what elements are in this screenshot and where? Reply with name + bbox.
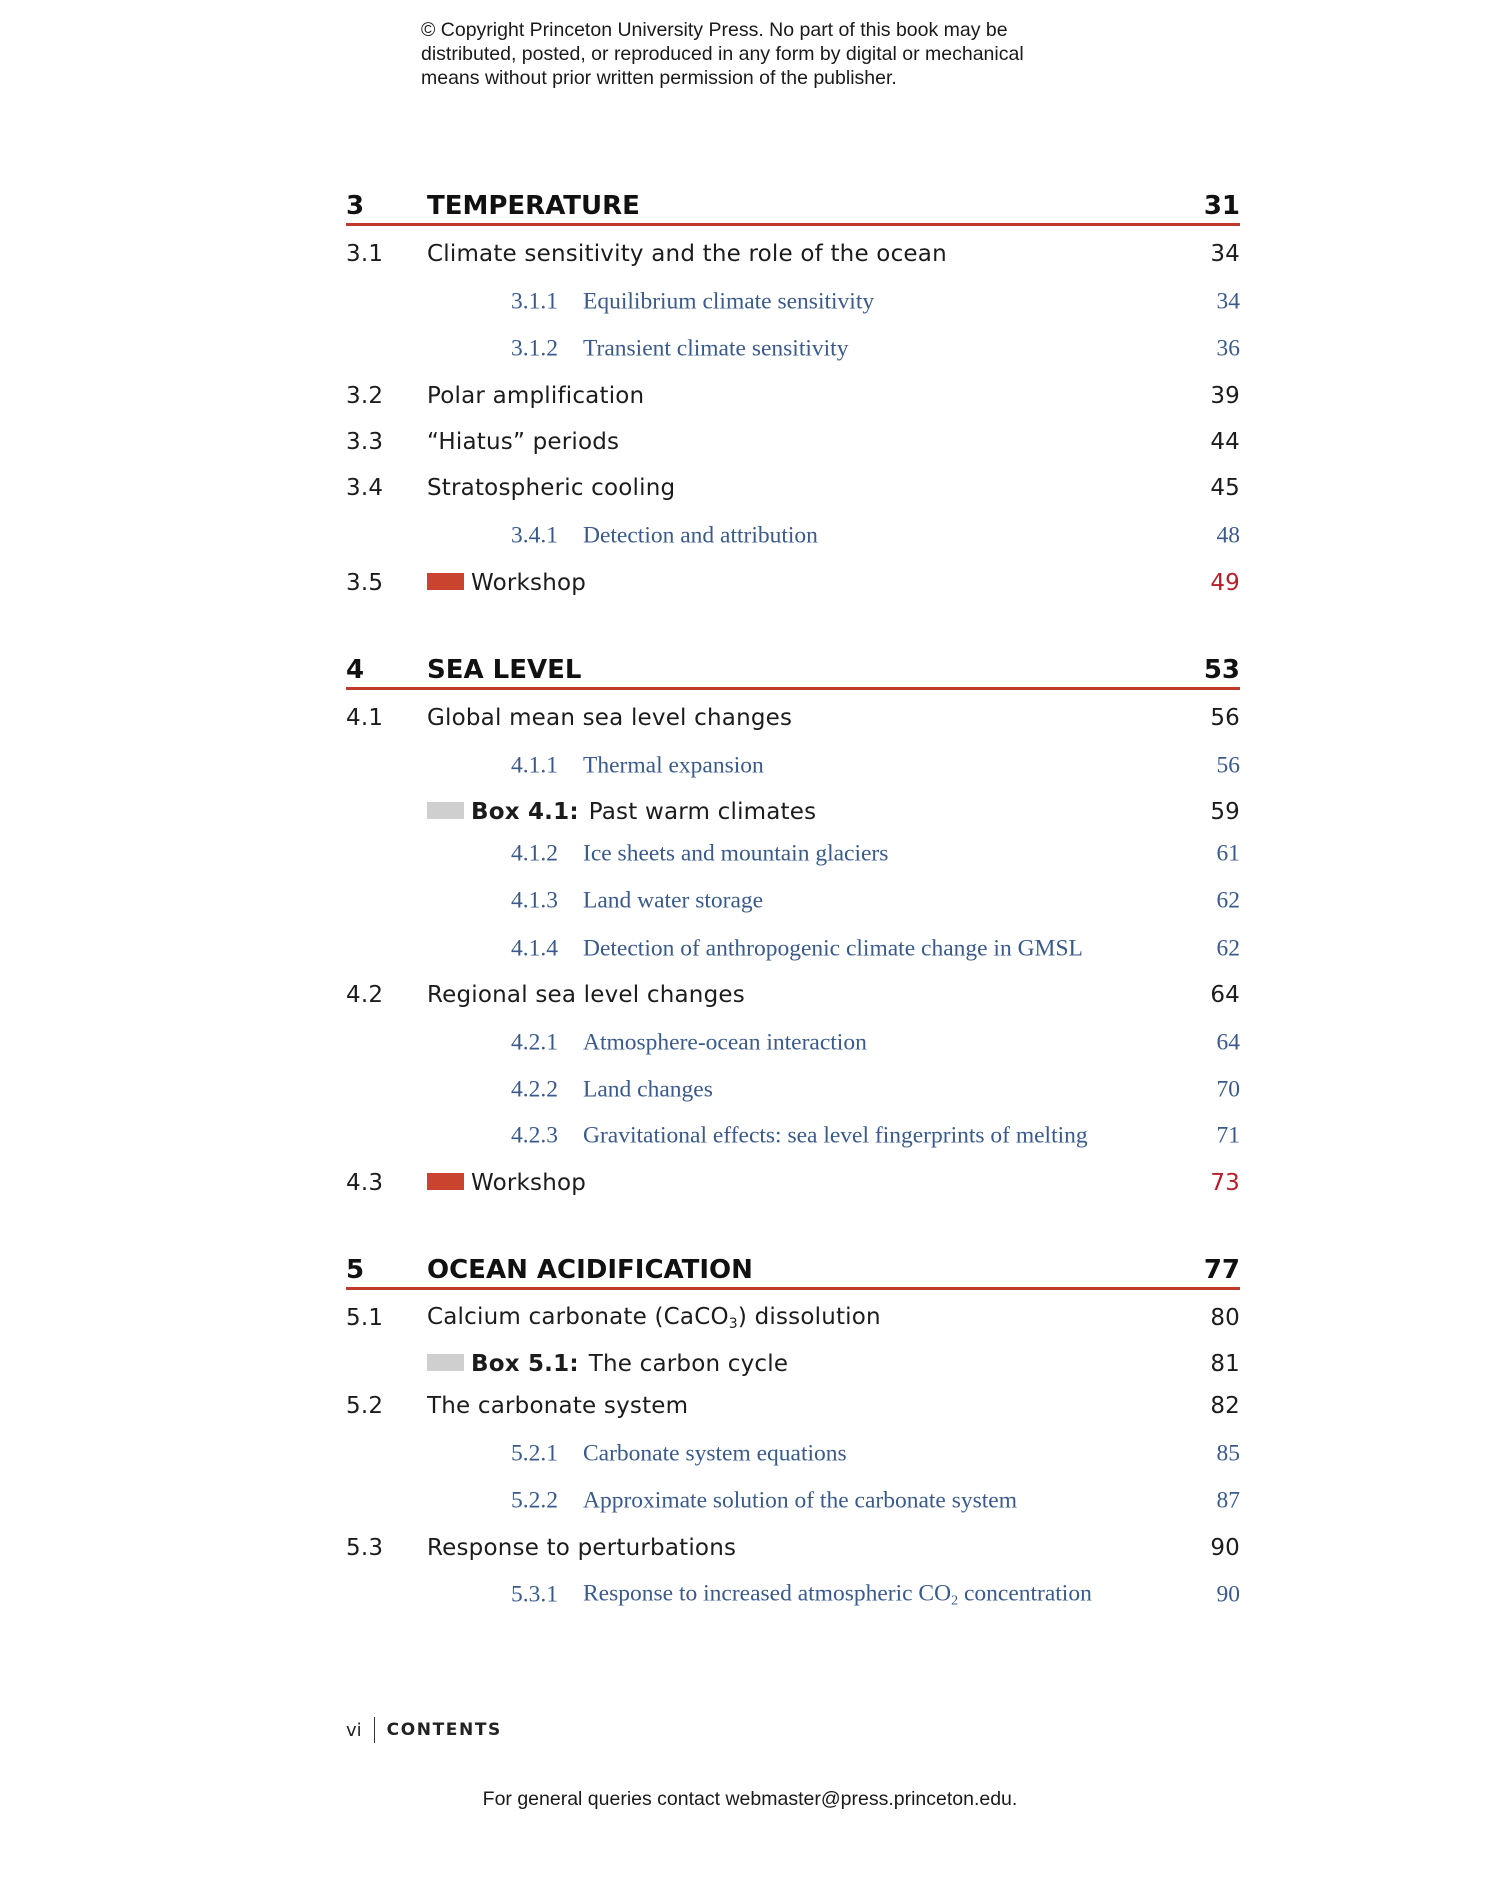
subsection-page: 90 — [1216, 1581, 1240, 1608]
subsection-number: 4.1.1 — [511, 752, 558, 779]
subsection-number: 4.2.3 — [511, 1122, 558, 1149]
subsection-title: Detection and attribution — [583, 522, 818, 549]
chapter-title: TEMPERATURE — [427, 191, 640, 221]
subsection-number: 4.2.2 — [511, 1076, 558, 1103]
toc-section-3-1[interactable] — [346, 234, 1240, 274]
subsection-page: 61 — [1216, 840, 1240, 867]
subsection-number: 4.1.2 — [511, 840, 558, 867]
section-number: 4.3 — [346, 1170, 384, 1196]
section-number: 3.2 — [346, 383, 384, 409]
section-title: Response to perturbations — [427, 1535, 737, 1561]
section-title: Regional sea level changes — [427, 982, 745, 1008]
toc-subsection-5-3-1[interactable] — [346, 1575, 1240, 1615]
section-number: 3.1 — [346, 241, 384, 267]
box-title: The carbon cycle — [588, 1351, 789, 1377]
title-text: Response to increased atmospheric CO — [583, 1580, 952, 1607]
toc-subsection-5-2-1[interactable] — [346, 1434, 1240, 1474]
section-number: 4.2 — [346, 982, 384, 1008]
toc-section-5-1[interactable] — [346, 1298, 1240, 1338]
section-number: 3.4 — [346, 475, 384, 501]
subsection-number: 4.1.4 — [511, 935, 558, 962]
chapter-heading-4[interactable] — [346, 650, 1240, 690]
toc-box-4-1[interactable] — [346, 792, 1240, 832]
workshop-title: Workshop — [471, 1170, 587, 1196]
toc-subsection-3-1-1[interactable] — [346, 282, 1240, 322]
running-head: CONTENTS — [386, 1720, 502, 1740]
section-title: Stratospheric cooling — [427, 475, 676, 501]
section-number: 5.2 — [346, 1393, 384, 1419]
subsection-page: 70 — [1216, 1076, 1240, 1103]
running-footer — [346, 1716, 502, 1744]
box-marker-icon — [427, 802, 464, 819]
chapter-title: OCEAN ACIDIFICATION — [427, 1255, 753, 1285]
subsection-number: 3.1.1 — [511, 288, 558, 315]
section-title: Global mean sea level changes — [427, 705, 793, 731]
subsection-page: 87 — [1216, 1487, 1240, 1514]
toc-section-4-1[interactable] — [346, 698, 1240, 738]
chapter-page: 31 — [1203, 191, 1240, 221]
section-title: Polar amplification — [427, 383, 645, 409]
subsection-number: 3.4.1 — [511, 522, 558, 549]
subsection-page: 62 — [1216, 887, 1240, 914]
section-number: 5.1 — [346, 1305, 384, 1331]
toc-workshop-3-5[interactable] — [346, 563, 1240, 603]
subsection-title: Transient climate sensitivity — [583, 335, 849, 362]
toc-subsection-4-1-2[interactable] — [346, 834, 1240, 874]
toc-section-3-4[interactable] — [346, 468, 1240, 508]
toc-section-5-3[interactable] — [346, 1528, 1240, 1568]
toc-subsection-4-1-3[interactable] — [346, 881, 1240, 921]
chapter-rule — [346, 1287, 1240, 1290]
section-page: 34 — [1210, 241, 1240, 267]
toc-subsection-3-4-1[interactable] — [346, 516, 1240, 556]
toc-workshop-4-3[interactable] — [346, 1163, 1240, 1203]
subsection-title: Equilibrium climate sensitivity — [583, 288, 875, 315]
chapter-rule — [346, 687, 1240, 690]
chapter-title: SEA LEVEL — [427, 655, 582, 685]
toc-subsection-4-1-4[interactable] — [346, 929, 1240, 969]
subsection-page: 56 — [1216, 752, 1240, 779]
subsection-title: Land water storage — [583, 887, 764, 914]
toc-subsection-3-1-2[interactable] — [346, 329, 1240, 369]
workshop-page: 73 — [1210, 1170, 1240, 1196]
subsection-number: 5.2.2 — [511, 1487, 558, 1514]
subsection-title: Atmosphere-ocean interaction — [583, 1029, 867, 1056]
chapter-number: 4 — [346, 655, 365, 685]
subsection-number: 5.3.1 — [511, 1581, 558, 1608]
section-number: 5.3 — [346, 1535, 384, 1561]
chapter-page: 77 — [1203, 1255, 1240, 1285]
subsection-page: 62 — [1216, 935, 1240, 962]
section-page: 45 — [1210, 475, 1240, 501]
toc-subsection-4-2-3[interactable] — [346, 1116, 1240, 1156]
box-title: Past warm climates — [588, 799, 817, 825]
box-page: 81 — [1210, 1351, 1240, 1377]
subsection-number: 4.1.3 — [511, 887, 558, 914]
subsection-title: Thermal expansion — [583, 752, 764, 779]
section-title: “Hiatus” periods — [427, 429, 620, 455]
workshop-title-wrap — [427, 570, 586, 596]
box-title-wrap — [427, 799, 816, 825]
title-text: concentration — [958, 1580, 1092, 1607]
title-text: Calcium carbonate (CaCO — [427, 1304, 729, 1330]
section-page: 56 — [1210, 705, 1240, 731]
subsection-number: 5.2.1 — [511, 1440, 558, 1467]
subsection-page: 71 — [1216, 1122, 1240, 1149]
section-number: 3.3 — [346, 429, 384, 455]
copyright-line: distributed, posted, or reproduced in any form by digital or mechanical — [421, 43, 1024, 65]
toc-box-5-1[interactable] — [346, 1344, 1240, 1384]
chapter-heading-5[interactable] — [346, 1250, 1240, 1290]
section-page: 39 — [1210, 383, 1240, 409]
queries-notice: For general queries contact webmaster@press.princeton.edu. — [482, 1788, 1018, 1810]
chapter-number: 3 — [346, 191, 365, 221]
subsection-title: Ice sheets and mountain glaciers — [583, 840, 889, 867]
box-label: Box 4.1: — [471, 799, 579, 825]
copyright-line: means without prior written permission of the publisher. — [421, 67, 897, 89]
subsection-page: 48 — [1216, 522, 1240, 549]
section-title: Climate sensitivity and the role of the ocean — [427, 241, 947, 267]
toc-subsection-4-2-2[interactable] — [346, 1070, 1240, 1110]
workshop-marker-icon — [427, 573, 464, 590]
subsection-title: Land changes — [583, 1076, 713, 1103]
box-page: 59 — [1210, 799, 1240, 825]
subsection-title: Gravitational effects: sea level fingerprints of melting — [583, 1122, 1088, 1149]
subsection-page: 85 — [1216, 1440, 1240, 1467]
chapter-number: 5 — [346, 1255, 365, 1285]
chapter-heading-3[interactable] — [346, 186, 1240, 226]
toc-subsection-5-2-2[interactable] — [346, 1481, 1240, 1521]
chapter-rule — [346, 223, 1240, 226]
section-title — [427, 1304, 881, 1332]
title-text: ) dissolution — [737, 1304, 881, 1330]
subsection-title: Detection of anthropogenic climate change in GMSL — [583, 935, 1083, 962]
folio: vi — [346, 1719, 362, 1741]
workshop-title-wrap — [427, 1170, 586, 1196]
box-label: Box 5.1: — [471, 1351, 579, 1377]
subscript: 2 — [951, 1593, 959, 1609]
section-number: 3.5 — [346, 570, 384, 596]
section-page: 44 — [1210, 429, 1240, 455]
workshop-title: Workshop — [471, 570, 587, 596]
subsection-page: 64 — [1216, 1029, 1240, 1056]
section-page: 64 — [1210, 982, 1240, 1008]
section-page: 80 — [1210, 1305, 1240, 1331]
toc-section-4-2[interactable] — [346, 975, 1240, 1015]
chapter-page: 53 — [1203, 655, 1240, 685]
section-title: The carbonate system — [427, 1393, 689, 1419]
subsection-number: 4.2.1 — [511, 1029, 558, 1056]
box-title-wrap — [427, 1351, 788, 1377]
section-page: 90 — [1210, 1535, 1240, 1561]
subsection-title — [583, 1581, 1092, 1610]
copyright-line: © Copyright Princeton University Press. No part of this book may be — [421, 19, 1008, 41]
subsection-page: 34 — [1216, 288, 1240, 315]
copyright-notice — [421, 18, 1121, 90]
workshop-page: 49 — [1210, 570, 1240, 596]
toc-subsection-4-2-1[interactable] — [346, 1023, 1240, 1063]
section-page: 82 — [1210, 1393, 1240, 1419]
section-number: 4.1 — [346, 705, 384, 731]
subsection-title: Carbonate system equations — [583, 1440, 847, 1467]
workshop-marker-icon — [427, 1173, 464, 1190]
subsection-number: 3.1.2 — [511, 335, 558, 362]
subsection-page: 36 — [1216, 335, 1240, 362]
box-marker-icon — [427, 1354, 464, 1371]
subscript: 3 — [728, 1316, 738, 1332]
toc-subsection-4-1-1[interactable] — [346, 746, 1240, 786]
toc-section-5-2[interactable] — [346, 1386, 1240, 1426]
toc-section-3-2[interactable] — [346, 376, 1240, 416]
subsection-title: Approximate solution of the carbonate system — [583, 1487, 1017, 1514]
toc-section-3-3[interactable] — [346, 422, 1240, 462]
footer-divider — [374, 1717, 375, 1743]
